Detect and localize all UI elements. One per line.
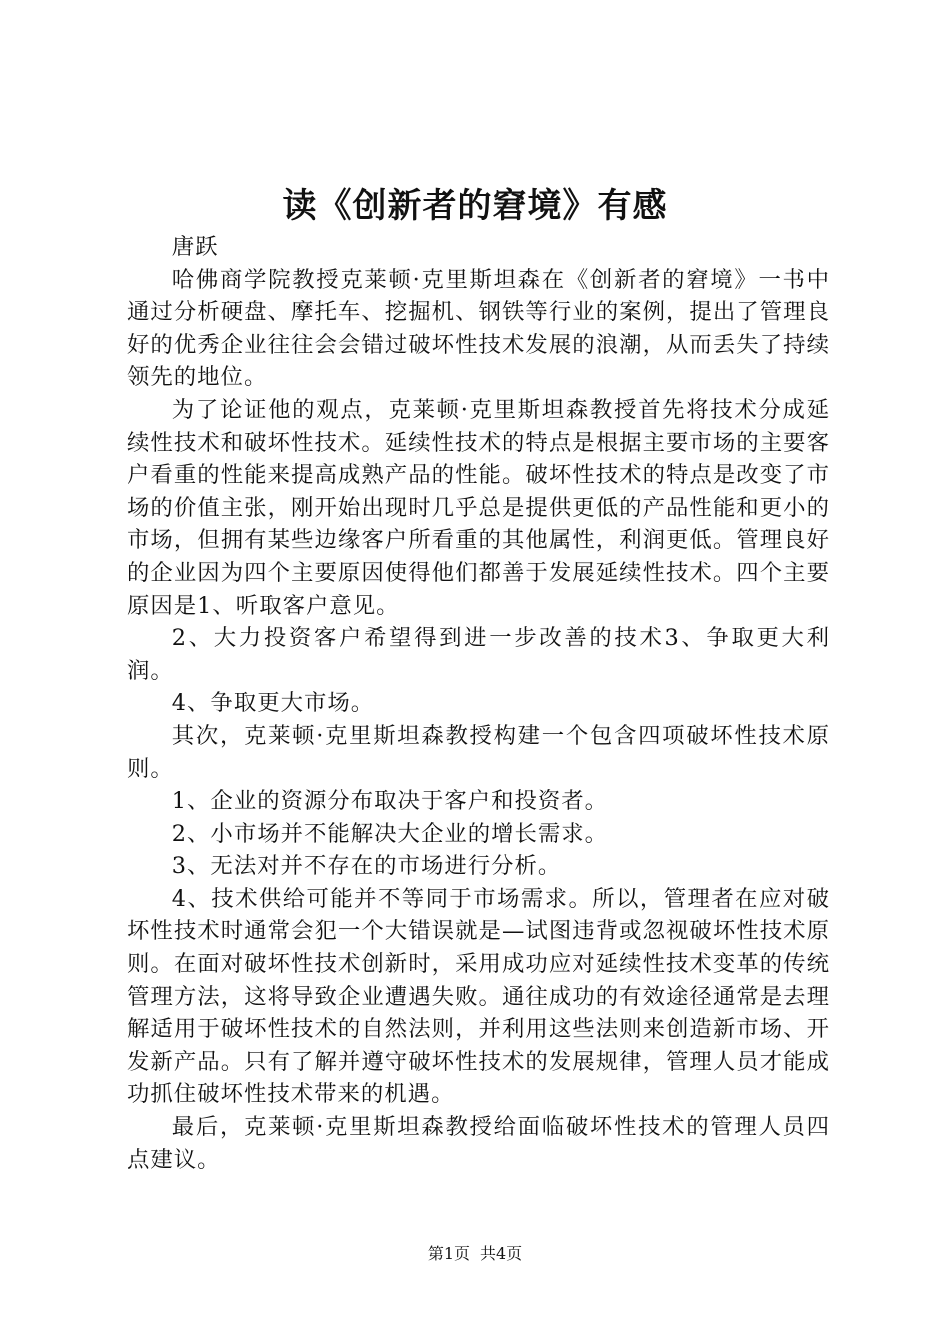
paragraph: 2、大力投资客户希望得到进一步改善的技术3、争取更大利润。 — [127, 625, 830, 684]
paragraph: 最后，克莱顿·克里斯坦森教授给面临破坏性技术的管理人员四点建议。 — [127, 1114, 830, 1173]
paragraph: 为了论证他的观点，克莱顿·克里斯坦森教授首先将技术分成延续性技术和破坏性技术。延续性技术的特点是根据主要市场的主要客户看重的性能来提高成熟产品的性能。破坏性技术的特点是改变了市场的价值主张，刚开始出现时几乎总是提供更低的产品性能和更小的市场，但拥有某些边缘客户所看重的其他属性，利润更低。管理良好的企业因为四个主要原因使得他们都善于发展延续性技术。四个主要原因是1、听取客户意见。 — [127, 396, 830, 619]
paragraph: 哈佛商学院教授克莱顿·克里斯坦森在《创新者的窘境》一书中通过分析硬盘、摩托车、挖掘机、钢铁等行业的案例，提出了管理良好的优秀企业往往会会错过破坏性技术发展的浪潮，从而丢失了持续领先的地位。 — [127, 266, 830, 391]
paragraph: 4、技术供给可能并不等同于市场需求。所以，管理者在应对破坏性技术时通常会犯一个大错误就是—试图违背或忽视破坏性技术原则。在面对破坏性技术创新时，采用成功应对延续性技术变革的传统管理方法，这将导致企业遭遇失败。通往成功的有效途径通常是去理解适用于破坏性技术的自然法则，并利用这些法则来创造新市场、开发新产品。只有了解并遵守破坏性技术的发展规律，管理人员才能成功抓住破坏性技术带来的机遇。 — [127, 885, 830, 1108]
document-body — [127, 231, 830, 1176]
document-title: 读《创新者的窘境》有感 — [282, 186, 668, 226]
author-line: 唐跃 — [171, 234, 219, 260]
page-total: 共4页 — [480, 1244, 523, 1263]
page-footer — [0, 1242, 950, 1266]
page-number: 第1页 — [427, 1244, 470, 1263]
paragraph: 2、小市场并不能解决大企业的增长需求。 — [171, 820, 609, 847]
paragraph: 4、争取更大市场。 — [171, 690, 375, 717]
paragraph: 其次，克莱顿·克里斯坦森教授构建一个包含四项破坏性技术原则。 — [127, 722, 830, 782]
paragraph: 1、企业的资源分布取决于客户和投资者。 — [171, 788, 609, 815]
paragraph: 3、无法对并不存在的市场进行分析。 — [171, 853, 562, 880]
